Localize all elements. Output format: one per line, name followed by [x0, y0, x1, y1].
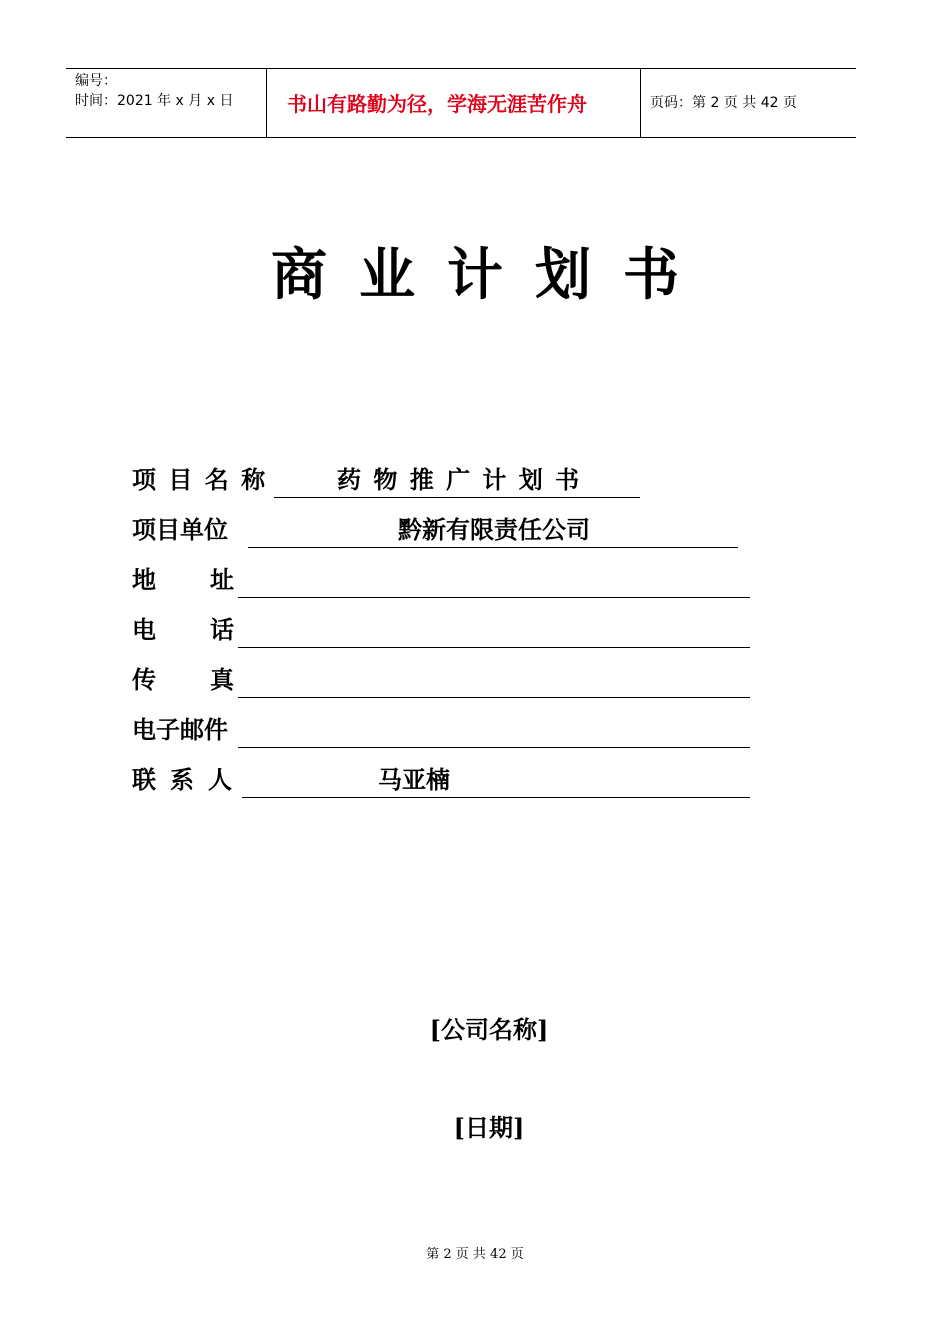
- phone-label: 电 话: [132, 615, 234, 644]
- project-unit-value: 黔新有限责任公司: [398, 515, 590, 544]
- email-underline: [238, 747, 750, 748]
- company-name-placeholder: [公司名称]: [429, 1015, 549, 1044]
- project-unit-underline: [248, 547, 738, 548]
- fax-row: [132, 662, 752, 698]
- contact-underline: [242, 797, 750, 798]
- number-label: 编号：: [75, 73, 117, 89]
- contact-label: 联 系 人: [132, 765, 232, 794]
- motto-text: 书山有路勤为径，学海无涯苦作舟: [287, 92, 587, 116]
- email-row: [132, 712, 752, 748]
- page-footer: 第 2 页 共 42 页: [426, 1247, 524, 1262]
- fax-label: 传 真: [132, 665, 234, 694]
- header-mid-cell: [267, 69, 641, 137]
- contact-value: 马亚楠: [378, 765, 450, 794]
- address-label: 地 址: [132, 565, 234, 594]
- header-left-cell: [66, 69, 267, 137]
- fax-underline: [238, 697, 750, 698]
- contact-row: [132, 762, 752, 798]
- project-name-label: 项 目 名 称: [132, 465, 268, 494]
- document-title: 商业计划书: [271, 242, 711, 308]
- address-row: [132, 562, 752, 598]
- address-underline: [238, 597, 750, 598]
- project-name-value: 药 物 推 广 计 划 书: [337, 465, 582, 494]
- date-placeholder: [日期]: [453, 1113, 525, 1142]
- time-label: 时间：2021 年 x 月 x 日: [75, 93, 234, 109]
- phone-row: [132, 612, 752, 648]
- project-name-row: [132, 462, 652, 498]
- page-header: [66, 68, 856, 138]
- header-page-info: 页码：第 2 页 共 42 页: [650, 95, 797, 111]
- phone-underline: [238, 647, 750, 648]
- email-label: 电子邮件: [132, 715, 228, 744]
- header-right-cell: [641, 69, 856, 137]
- project-unit-row: [132, 512, 752, 548]
- project-name-underline: [274, 497, 640, 498]
- project-unit-label: 项目单位: [132, 515, 228, 544]
